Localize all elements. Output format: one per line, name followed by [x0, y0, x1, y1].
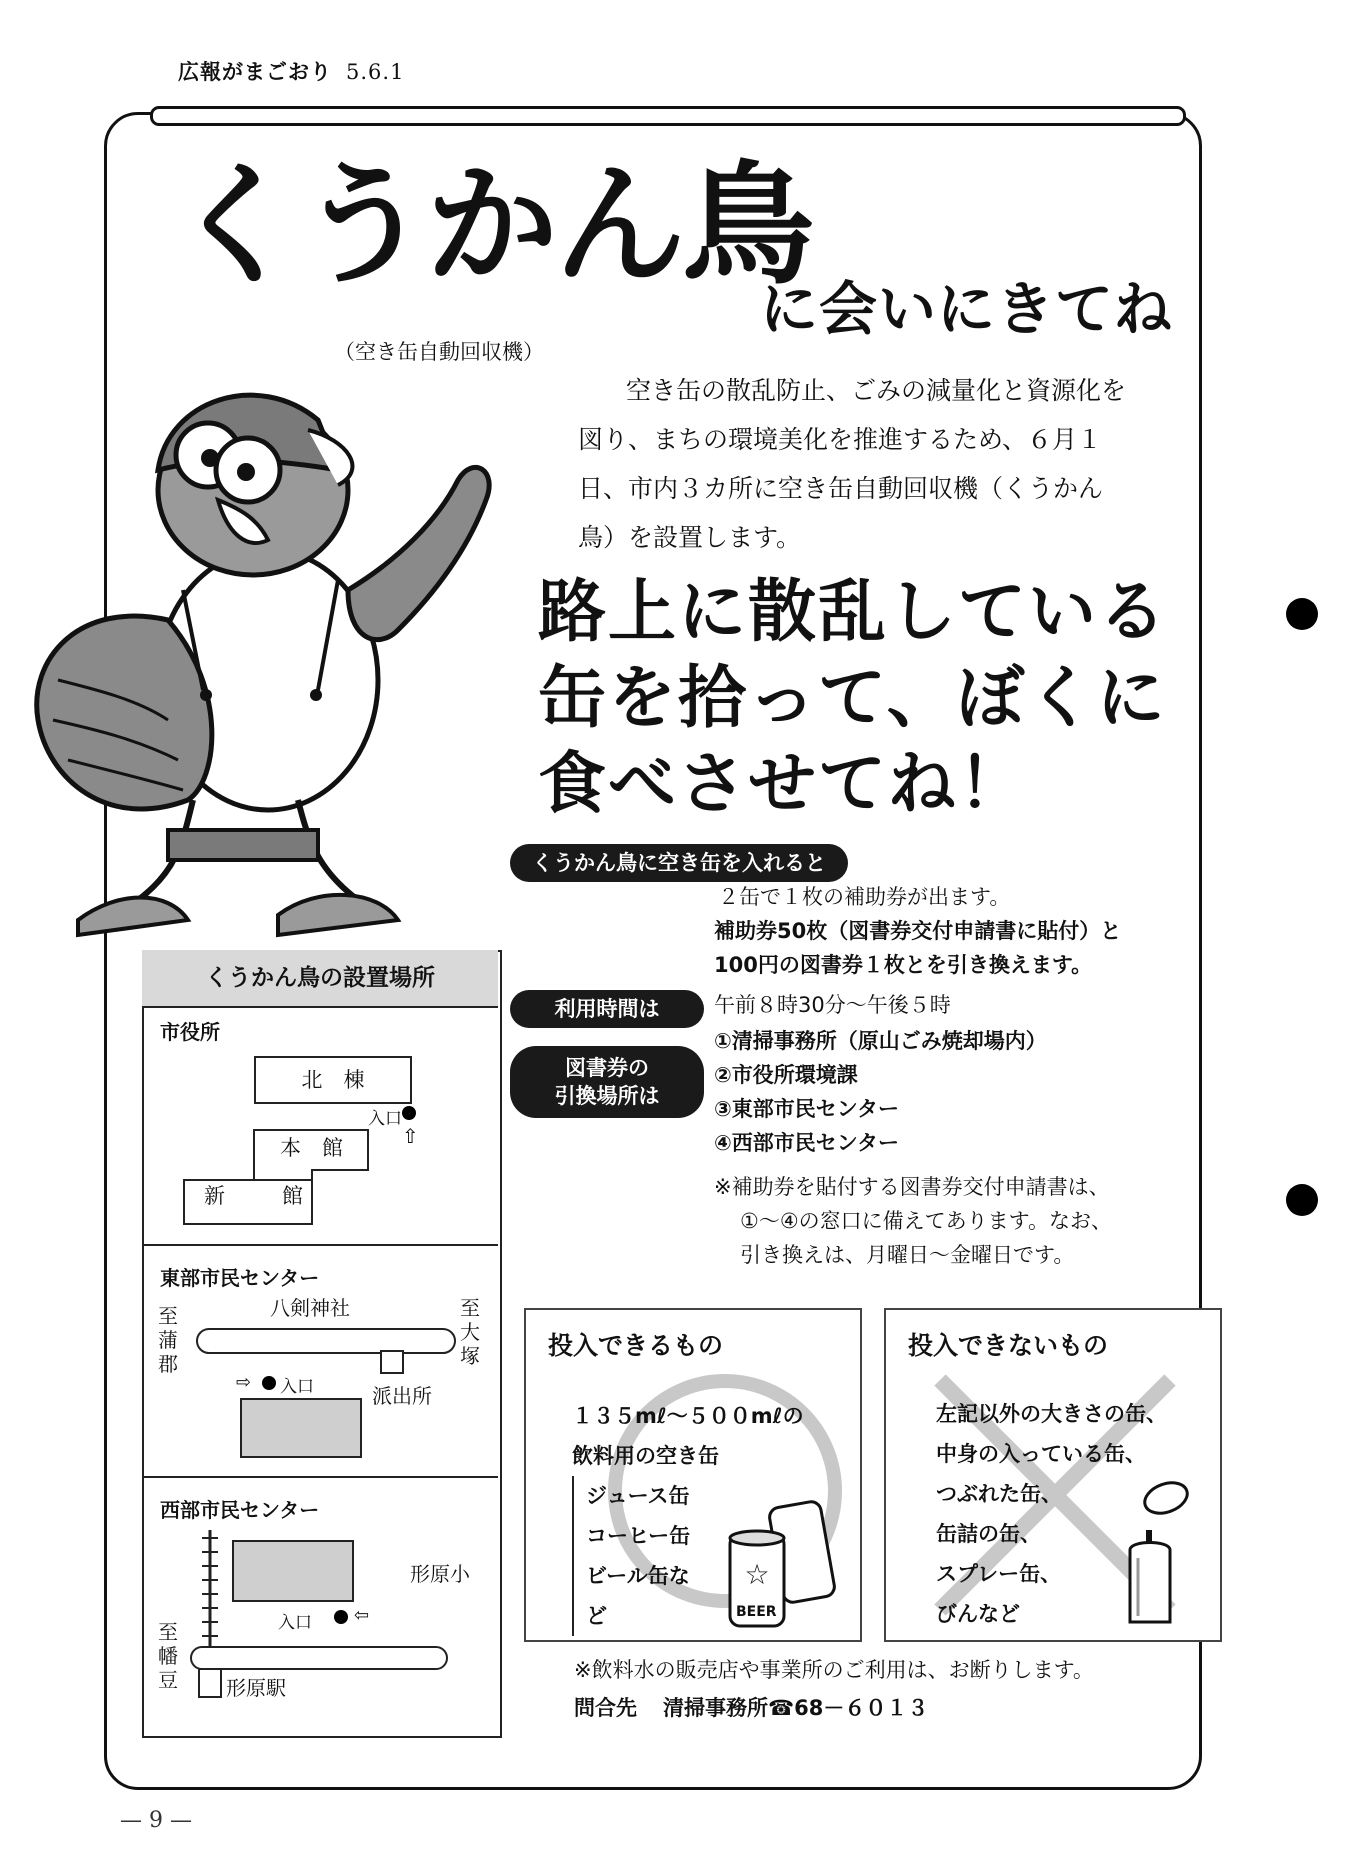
exchange-place: ①清掃事務所（原山ごみ焼却場内）: [714, 1029, 1047, 1053]
can-rim: [150, 106, 1186, 126]
right-arrow-icon: ⇨: [236, 1372, 252, 1393]
insert-label-pill: くうかん鳥に空き缶を入れると: [510, 844, 848, 882]
entrance-dot-icon: [334, 1610, 348, 1624]
west-left-direction: 至幡豆: [158, 1620, 178, 1692]
newsletter-title: 広報がまごおり: [178, 60, 332, 84]
insert-line-1: ２缶で１枚の補助券が出ます。: [718, 885, 1011, 909]
slogan-line-3: 食べさせてね！: [538, 745, 1029, 824]
hours-value: 午前８時30分～午後５時: [714, 993, 951, 1017]
footer-note: ※飲料水の販売店や事業所のご利用は、お断りします。: [574, 1658, 1094, 1682]
contact-label: 問合先: [574, 1696, 637, 1720]
can-ng-item: 缶詰の缶、: [936, 1522, 1041, 1546]
punch-hole: [1286, 1184, 1318, 1216]
exchange-place: ③東部市民センター: [714, 1097, 899, 1121]
left-arrow-icon: ⇦: [354, 1605, 370, 1626]
shrine-label: 八剣神社: [270, 1296, 350, 1320]
entrance-dot-icon: [402, 1106, 416, 1120]
contact-value: 清掃事務所☎68－６０１３: [663, 1696, 929, 1720]
new-building-label: 新 館: [204, 1184, 321, 1208]
kuukan-bird-mascot-icon: [18, 360, 508, 960]
exchange-note-line-2: ①～④の窓口に備えてあります。なお、: [740, 1209, 1112, 1233]
can-ng-item: つぶれた缶、: [936, 1482, 1062, 1506]
map-divider: [142, 1244, 498, 1246]
can-ng-item: びんなど: [936, 1602, 1020, 1626]
can-ng-item: スプレー缶、: [936, 1562, 1062, 1586]
issue-date: 5.6.1: [346, 60, 405, 84]
east-road: [196, 1328, 456, 1354]
east-center-building: [240, 1398, 362, 1458]
location-map-heading: くうかん鳥の設置場所: [142, 950, 498, 1008]
title-tagline: に会いにきてね: [760, 275, 1174, 343]
school-label: 形原小: [410, 1562, 470, 1586]
west-entrance-label: 入口: [278, 1613, 312, 1633]
east-entrance-label: 入口: [280, 1377, 314, 1397]
east-right-direction: 至大塚: [460, 1296, 480, 1368]
can-ok-title: 投入できるもの: [548, 1331, 724, 1360]
city-hall-entrance-label: 入口: [368, 1109, 402, 1129]
city-hall-map-title: 市役所: [160, 1020, 220, 1044]
can-ok-item: ど: [586, 1604, 607, 1628]
exchange-places: [714, 1024, 1047, 1160]
exchange-place: ④西部市民センター: [714, 1131, 899, 1155]
insert-line-3: 100円の図書券１枚とを引き換えます。: [714, 953, 1093, 977]
exchange-note: [714, 1170, 1112, 1272]
exchange-place: ②市役所環境課: [714, 1063, 858, 1087]
slogan: [538, 570, 1168, 828]
north-building: 北 棟: [254, 1056, 412, 1104]
west-center-building: [232, 1540, 354, 1602]
title-subtitle: （空き缶自動回収機）: [334, 340, 544, 364]
page-number: — 9 —: [120, 1808, 192, 1833]
east-left-direction: 至蒲郡: [158, 1304, 178, 1376]
exchange-pill-line-1: 図書券の: [565, 1056, 649, 1080]
spray-can-icon: [1120, 1476, 1200, 1626]
svg-text:☆: ☆: [744, 1558, 770, 1591]
can-ng-item: 左記以外の大きさの缶、: [936, 1402, 1167, 1426]
exchange-note-line-3: 引き換えは、月曜日～金曜日です。: [740, 1243, 1075, 1267]
punch-hole: [1286, 598, 1318, 630]
station-box: [198, 1668, 222, 1698]
police-box: [380, 1350, 404, 1374]
exchange-note-line-1: ※補助券を貼付する図書券交付申請書は、: [714, 1175, 1110, 1199]
can-ok-line-1: １３５mℓ～５００mℓの: [572, 1404, 804, 1428]
main-building-label: 本 館: [280, 1136, 343, 1160]
main-title: くうかん鳥: [170, 149, 810, 303]
west-center-map-title: 西部市民センター: [160, 1498, 320, 1522]
can-ok-list: [572, 1476, 690, 1636]
slogan-line-2: 缶を拾って、ぼくに: [538, 659, 1167, 738]
insert-line-2: 補助券50枚（図書券交付申請書に貼付）と: [714, 919, 1122, 943]
can-ok-item: ジュース缶: [586, 1484, 690, 1508]
newsletter-header: [178, 56, 404, 86]
police-box-label: 派出所: [372, 1384, 432, 1408]
entrance-dot-icon: [262, 1376, 276, 1390]
intro-paragraph: 空き缶の散乱防止、ごみの減量化と資源化を図り、まちの環境美化を推進するため、６月１日、市内３カ所に空き缶自動回収機（くうかん鳥）を設置します。: [578, 376, 1127, 552]
contact: [574, 1692, 928, 1722]
can-ng-item: 中身の入っている缶、: [936, 1442, 1146, 1466]
railway-track-icon: [198, 1530, 222, 1660]
east-center-map-title: 東部市民センター: [160, 1266, 320, 1290]
can-ok-line-2: 飲料用の空き缶: [572, 1444, 719, 1468]
west-road: [190, 1646, 448, 1670]
map-divider: [142, 1476, 498, 1478]
exchange-pill-line-2: 引換場所は: [554, 1084, 660, 1108]
can-ok-item: ビール缶な: [586, 1564, 690, 1588]
up-arrow-icon: ⇧: [402, 1124, 419, 1148]
beer-can-label: BEER: [736, 1604, 777, 1620]
can-ok-item: コーヒー缶: [586, 1524, 691, 1548]
slogan-line-1: 路上に散乱している: [538, 573, 1169, 652]
station-label: 形原駅: [226, 1676, 286, 1700]
hours-label-pill: 利用時間は: [510, 990, 704, 1028]
exchange-label-pill: [510, 1046, 704, 1118]
can-ng-title: 投入できないもの: [908, 1331, 1109, 1360]
